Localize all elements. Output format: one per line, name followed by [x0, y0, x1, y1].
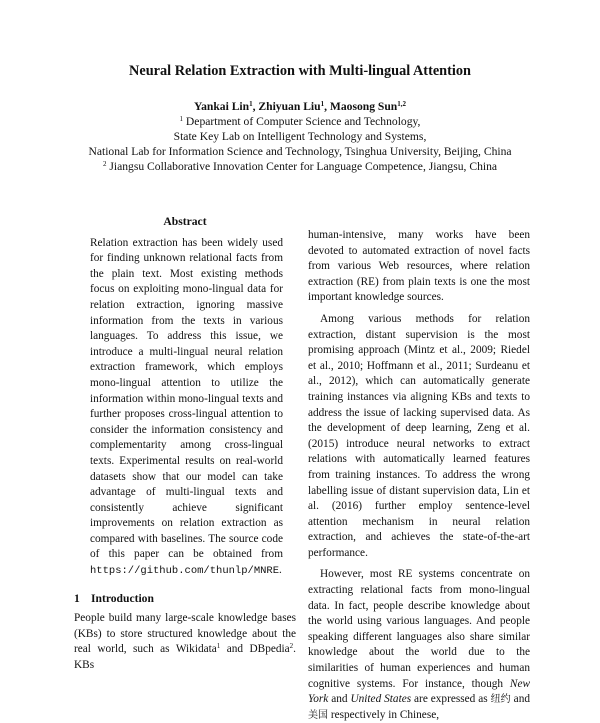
intro-text: and DBpedia	[220, 643, 290, 656]
section-title: Introduction	[91, 591, 154, 605]
author-separator: ,	[324, 100, 330, 113]
abstract-text: Relation extraction has been widely used for finding unknown relational facts from the plain text. Most existing methods focus on exploiting mono-lingual data for relation extraction, ignoring massive information from the texts in various languages. To address this issue, we introduce a multi-lingual neural relation extraction framework, which employs mono-lingual attention to utilize the information within mono-lingual texts and further proposes cross-lingual attention to consider the information consistency and complementarity among cross-lingual texts. Experimental results on real-world datasets show that our model can take advantage of multi-lingual texts and consistently achieve significant improvements on relation extraction as compared with baselines. The source code of this paper can be obtained from	[90, 236, 283, 561]
intro-paragraph-3	[308, 567, 530, 723]
chinese-term: 美国	[308, 709, 328, 721]
intro-text: People build many large-scale knowledge bases (KBs) to store structured knowledge about the real world, such as Wikidata	[74, 612, 296, 656]
author-separator: ,	[252, 100, 259, 113]
intro-text: . KBs	[74, 643, 296, 672]
right-column	[308, 228, 530, 723]
italic-term: United States	[350, 693, 412, 706]
affiliation-line	[0, 114, 600, 129]
affiliation-line: State Key Lab on Intelligent Technology and Systems,	[173, 130, 427, 143]
author-name: Yankai Lin	[194, 100, 250, 113]
intro-text: and	[510, 693, 530, 706]
italic-term: New York	[308, 677, 530, 706]
chinese-term: 纽约	[490, 694, 511, 706]
footnote-marker: 1	[216, 642, 221, 651]
author-sup: 1,2	[397, 100, 406, 108]
author-sup: 1	[249, 100, 253, 108]
affiliation-line: National Lab for Information Science and Technology, Tsinghua University, Beijing, China	[88, 145, 512, 158]
footnote-marker: 2	[289, 642, 294, 651]
intro-paragraph-2: Among various methods for relation extraction, distant supervision is the most promising approach (Mintz et al., 2009; Riedel et al., 2010; Hoffmann et al., 2011; Surdeanu et al., 2012), which can automatically generate training instances via aligning KBs and texts to address the issue of lacking supervised data. As the development of deep learning, Zeng et al. (2015) introduce neural networks to extract relations with automatically learned features from training instances. To address the wrong labelling issue of distant supervision data, Lin et al. (2016) further employ sentence-level attention mechanism in neural relation extraction, and achieves the state-of-the-art performance.	[308, 312, 530, 559]
intro-text: are expressed as	[411, 693, 491, 706]
intro-paragraph-1-continued: human-intensive, many works have been devoted to automated extraction of novel facts from various Web resources, where relation extraction (RE) from plain texts is one the most important knowledge sources.	[308, 229, 530, 304]
abstract-body	[74, 236, 296, 580]
author-name: Maosong Sun	[329, 100, 398, 113]
author-block	[0, 99, 600, 174]
author-sup: 1	[320, 100, 325, 108]
affiliation-text: Department of Computer Science and Technology,	[185, 115, 421, 128]
affiliation-sup: 2	[102, 160, 107, 168]
author-names	[0, 99, 600, 114]
section-heading-introduction	[74, 591, 296, 607]
intro-paragraph-1	[74, 611, 296, 673]
code-url-link[interactable]: https://github.com/thunlp/MNRE	[90, 565, 280, 578]
intro-text: However, most RE systems concentrate on extracting relational facts from mono-lingual data. In fact, people describe knowledge about the world using various languages. And people speaking different languages also share similar knowledge about the world due to the similarities of human experiences and human cognitive systems. For instance, though	[308, 568, 530, 690]
author-name: Zhiyuan Liu	[258, 100, 321, 113]
paper-title: Neural Relation Extraction with Multi-lingual Attention	[129, 63, 471, 79]
affiliation-text: Jiangsu Collaborative Innovation Center for Language Competence, Jiangsu, China	[109, 160, 498, 173]
abstract-heading: Abstract	[163, 215, 207, 228]
intro-text: respectively in Chinese,	[328, 708, 440, 721]
affiliation-sup: 1	[179, 115, 184, 123]
affiliation-line	[0, 159, 600, 174]
intro-text: and	[328, 693, 351, 706]
section-number: 1	[74, 591, 80, 605]
abstract-end: .	[279, 564, 282, 577]
left-column	[74, 214, 296, 674]
